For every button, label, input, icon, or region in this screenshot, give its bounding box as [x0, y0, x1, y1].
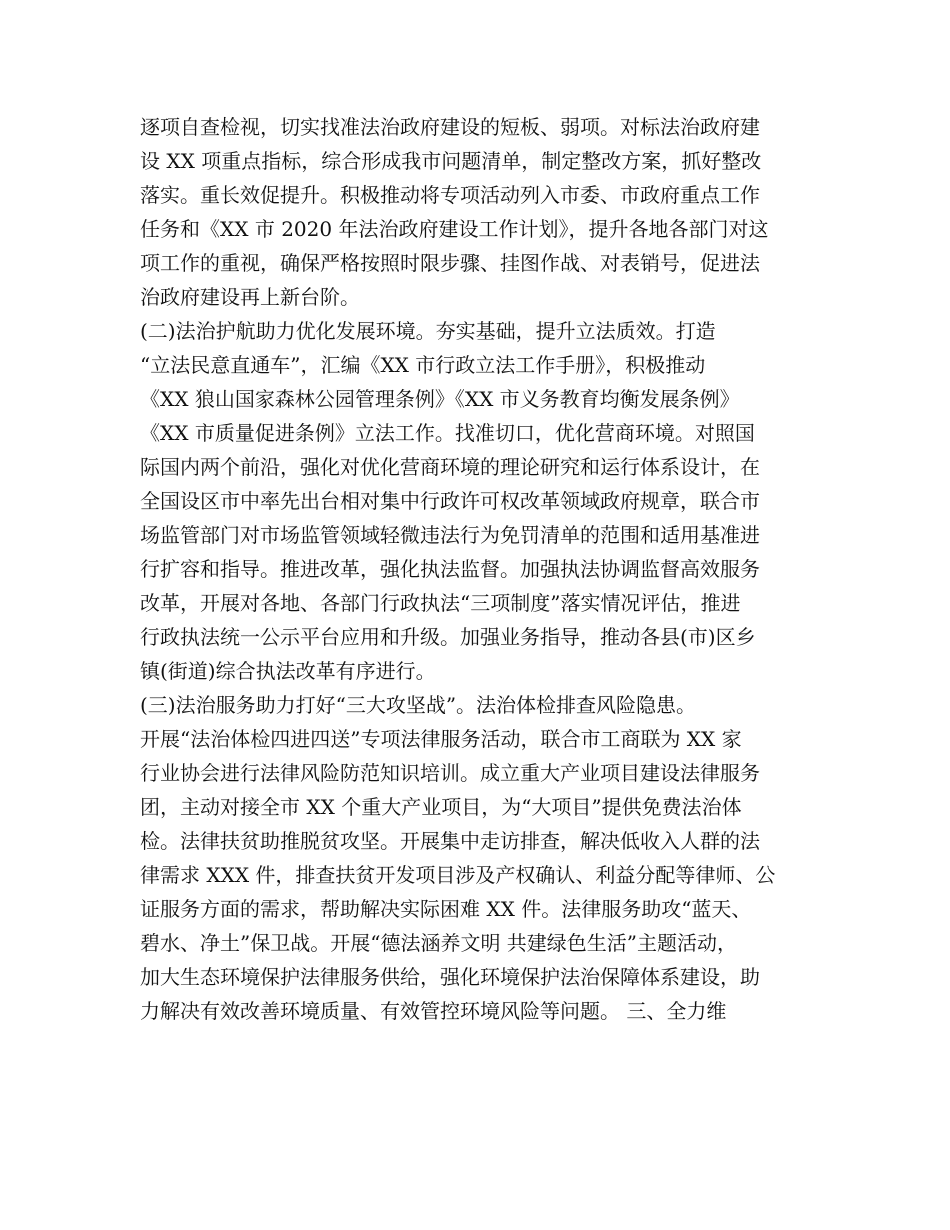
text-line: 检。法律扶贫助推脱贫攻坚。开展集中走访排查，解决低收入人群的法: [140, 829, 760, 853]
text-line: 逐项自查检视，切实找准法治政府建设的短板、弱项。对标法治政府建: [140, 115, 760, 139]
text-line: 证服务方面的需求，帮助解决实际困难 XX 件。法律服务助攻“蓝天、: [140, 897, 752, 921]
paragraph-heading-line: (三)法治服务助力打好“三大攻坚战”。法治体检排查风险隐患。: [140, 693, 697, 717]
text-line: 治政府建设再上新台阶。: [140, 285, 360, 309]
text-line: 场监管部门对市场监管领域轻微违法行为免罚清单的范围和适用基准进: [140, 523, 760, 547]
text-line: 际国内两个前沿，强化对优化营商环境的理论研究和运行体系设计，在: [140, 455, 760, 479]
text-line: 《XX 市质量促进条例》立法工作。找准切口，优化营商环境。对照国: [140, 421, 755, 445]
text-line: 《XX 狼山国家森林公园管理条例》《XX 市义务教育均衡发展条例》: [140, 387, 740, 411]
text-line: 团，主动对接全市 XX 个重大产业项目，为“大项目”提供免费法治体: [140, 795, 742, 819]
text-line: 律需求 XXX 件，排查扶贫开发项目涉及产权确认、利益分配等律师、公: [140, 863, 776, 887]
text-line: 落实。重长效促提升。积极推动将专项活动列入市委、市政府重点工作: [140, 183, 760, 207]
text-line: 改革，开展对各地、各部门行政执法“三项制度”落实情况评估，推进: [140, 591, 741, 615]
text-line: 全国设区市中率先出台相对集中行政许可权改革领域政府规章，联合市: [140, 489, 760, 513]
document-body-text: [140, 110, 820, 1028]
paragraph-heading-line: (二)法治护航助力优化发展环境。夯实基础，提升立法质效。打造: [140, 319, 716, 343]
text-line: 设 XX 项重点指标，综合形成我市问题清单，制定整改方案，抓好整改: [140, 149, 762, 173]
text-line: 行扩容和指导。推进改革，强化执法监督。加强执法协调监督高效服务: [140, 557, 760, 581]
text-line: 项工作的重视，确保严格按照时限步骤、挂图作战、对表销号，促进法: [140, 251, 760, 275]
text-line: 力解决有效改善环境质量、有效管控环境风险等问题。 三、全力维: [140, 999, 727, 1023]
text-line: “立法民意直通车”，汇编《XX 市行政立法工作手册》，积极推动: [140, 353, 706, 377]
text-line: 开展“法治体检四进四送”专项法律服务活动，联合市工商联为 XX 家: [140, 727, 742, 751]
text-line: 任务和《XX 市 2020 年法治政府建设工作计划》，提升各地各部门对这: [140, 217, 769, 241]
text-line: 碧水、净土”保卫战。开展“德法涵养文明 共建绿色生活”主题活动，: [140, 931, 738, 955]
text-line: 行政执法统一公示平台应用和升级。加强业务指导，推动各县(市)区乡: [140, 625, 756, 649]
text-line: 加大生态环境保护法律服务供给，强化环境保护法治保障体系建设，助: [140, 965, 760, 989]
text-line: 镇(街道)综合执法改革有序进行。: [140, 659, 436, 683]
text-line: 行业协会进行法律风险防范知识培训。成立重大产业项目建设法律服务: [140, 761, 760, 785]
